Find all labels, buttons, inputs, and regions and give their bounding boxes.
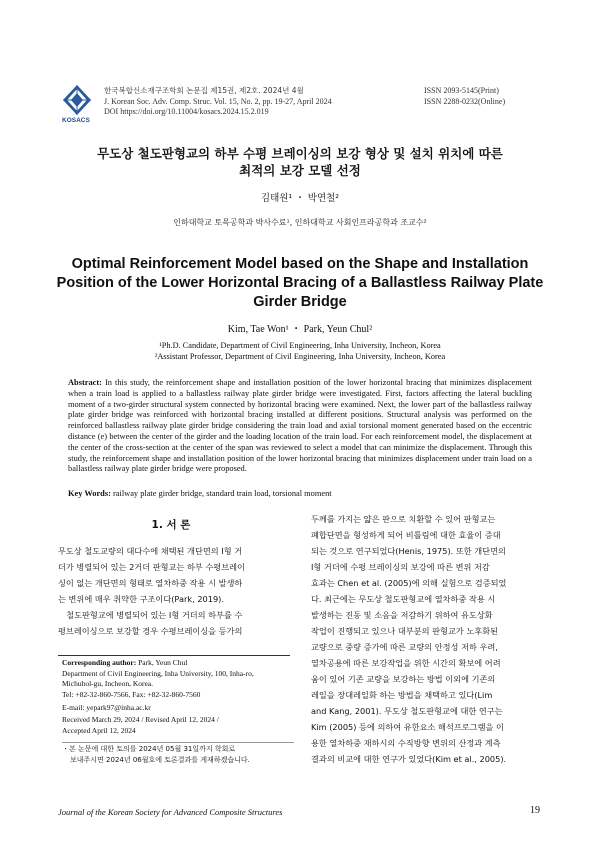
corresponding-name: Park, Yeun Chul	[138, 658, 188, 667]
dates-line-1: Received March 29, 2024 / Revised April 12, 2024 /	[62, 715, 219, 724]
discussion-note	[62, 744, 302, 766]
right-line: 용한 열차하중 재하시의 수직방향 변위의 산정과 계측	[311, 738, 501, 748]
abstract	[68, 378, 532, 475]
logo-text: KOSACS	[62, 117, 90, 124]
journal-eng: J. Korean Soc. Adv. Comp. Struc. Vol. 15, No. 2, pp. 19-27, April 2024	[104, 96, 332, 106]
left-line: 싱이 없는 개단면의 형태로 열차하중 작용 시 발생하	[58, 578, 243, 588]
right-line: 다. 최근에는 무도상 철도판형교에 열차하중 작용 시	[311, 594, 496, 604]
dates-line-2: Accepted April 12, 2024	[62, 725, 136, 735]
doi-link[interactable]: DOI https://doi.org/10.11004/kosacs.2024.15.2.019	[104, 107, 269, 116]
left-line: 무도상 철도교량의 대다수에 채택된 개단면의 I형 거	[58, 546, 243, 556]
section-1-title: 1. 서 론	[151, 519, 191, 531]
abstract-text: In this study, the reinforcement shape and installation position of the lower horizontal bracing that minimizes displacement when a train load is applied to a ballastless railway plate girder bridge were investigated. First, factors affecting the lateral buckling moment of a two-girder structural system connected by horizontal bracing were examined. Next, the lower part of the ballastless railway plate girder bridge was reinforced with horizontal bracing installed at different positions. Structural analysis was performed on the reinforced ballastless railway plate girder bridge considering the train load and axial torsional moment generated based on the eccentric distance (e) between the center of the girder and the loading location of the train load. For each reinforcement model, the displacement at the center of the cross-section at the center of the span was reviewed to select a model that can minimize the displacement. Through this study, the reinforcement shape and installation position of the lower horizontal bracing that minimizes displacement under train load on a ballastless railway plate girder bridge were proposed.	[68, 378, 532, 474]
journal-kor: 한국복합신소재구조학회 논문집 제15권, 제2호. 2024년 4월	[104, 86, 304, 95]
right-line: 교량으로 중량 증가에 따른 교량의 안정성 저하 우려,	[311, 642, 498, 652]
corresponding-label: Corresponding author:	[62, 658, 137, 667]
keywords-text: railway plate girder bridge, standard train load, torsional moment	[112, 489, 332, 498]
right-line: 결과의 비교에 대한 연구가 있었다(Kim et al., 2005).	[311, 754, 507, 764]
right-line: 되는 것으로 연구되었다(Henis, 1975). 또한 개단면의	[311, 546, 506, 556]
issn-print: ISSN 2093-5145(Print)	[424, 86, 499, 95]
issn-online: ISSN 2288-0232(Online)	[424, 96, 506, 106]
keywords	[68, 489, 532, 500]
corresponding-address-1: Department of Civil Engineering, Inha University, 100, Inha-ro,	[62, 668, 254, 678]
left-column-text	[58, 543, 294, 639]
corresponding-address-2: Michuhol-gu, Incheon, Korea.	[62, 679, 154, 688]
authors-korean: 김태원¹ ・ 박연철²	[260, 193, 340, 204]
affiliation-english	[40, 340, 560, 362]
korean-title-line-2: 최적의 보강 모델 선정	[239, 163, 361, 178]
page-number: 19	[530, 805, 540, 816]
left-line: 철도판형교에 병렬되어 있는 I형 거더의 하부를 수	[58, 610, 243, 620]
left-line: 더가 병렬되어 있는 2거더 판형교는 하부 수평브레이	[58, 562, 245, 572]
right-line: 열차공용에 따른 보강작업을 위한 시간의 확보에 어려	[311, 658, 501, 668]
corresponding-author	[62, 658, 294, 714]
right-line: 레일을 장대레일화 하는 방법을 채택하고 있다(Lim	[311, 690, 493, 700]
right-line: 움이 있어 기존 교량을 보강하는 방법 이외에 기존의	[311, 674, 496, 684]
corresponding-tel: Tel: +82-32-860-7566, Fax: +82-32-860-7560	[62, 689, 201, 699]
english-title	[55, 255, 545, 312]
received-dates	[62, 715, 294, 736]
footnote-divider	[58, 655, 290, 656]
english-title-line-2: Position of the Lower Horizontal Bracing of a Ballastless Railway Plate	[56, 275, 544, 291]
right-line: Kim (2005) 등에 의하여 유한요소 해석프로그램을 이	[311, 722, 504, 732]
note-divider	[62, 742, 294, 743]
issn-info	[424, 86, 505, 107]
authors-english: Kim, Tae Won¹ ・ Park, Yeun Chul²	[227, 324, 373, 335]
journal-info	[104, 86, 332, 118]
affiliation-korean: 인하대학교 토목공학과 박사수료¹, 인하대학교 사회인프라공학과 조교수²	[173, 218, 427, 227]
affiliation-english-2: ²Assistant Professor, Department of Civil Engineering, Inha University, Incheon, Korea	[154, 352, 446, 361]
journal-logo	[60, 83, 94, 117]
note-line-2: 보내주시면 2024년 06월호에 토론결과를 게재하겠습니다.	[70, 756, 250, 764]
korean-title-line-1: 무도상 철도판형교의 하부 수평 브레이싱의 보강 형상 및 설치 위치에 따른	[97, 146, 503, 161]
keywords-label: Key Words:	[68, 489, 111, 498]
right-line: 효과는 Chen et al. (2005)에 의해 실험으로 검증되었	[311, 578, 507, 588]
left-line: 는 변위에 매우 취약한 구조이다(Park, 2019).	[58, 594, 224, 604]
right-line: 두께를 가지는 얇은 판으로 치환할 수 있어 판형교는	[311, 514, 496, 524]
right-line: 발생하는 진동 및 소음을 저감하기 위하여 유도상화	[311, 610, 493, 620]
footer-journal-name: Journal of the Korean Society for Advanced Composite Structures	[58, 807, 283, 817]
english-title-line-1: Optimal Reinforcement Model based on the Shape and Installation	[71, 256, 529, 272]
right-line: 작업이 진행되고 있으나 대부분의 판형교가 노후화된	[311, 626, 499, 636]
right-column-text	[311, 511, 547, 767]
left-line: 평브레이싱으로 보강할 경우 수평브레이싱을 등가의	[58, 626, 243, 636]
abstract-label: Abstract:	[68, 378, 102, 387]
right-line: and Kang, 2001). 무도상 철도판형교에 대한 연구는	[311, 706, 503, 716]
korean-title	[40, 145, 560, 179]
corresponding-email[interactable]: E-mail: yepark97@inha.ac.kr	[62, 703, 151, 712]
english-title-line-3: Girder Bridge	[253, 294, 347, 310]
right-line: 폐합단면을 형성하게 되어 비틀림에 대한 효율이 증대	[311, 530, 501, 540]
right-line: I형 거더에 수평 브레이싱의 보강에 따른 변위 저감	[311, 562, 490, 572]
note-line-1: ・본 논문에 대한 토의를 2024년 05월 31일까지 학회로	[62, 745, 236, 753]
affiliation-english-1: ¹Ph.D. Candidate, Department of Civil Engineering, Inha University, Incheon, Korea	[159, 341, 441, 350]
